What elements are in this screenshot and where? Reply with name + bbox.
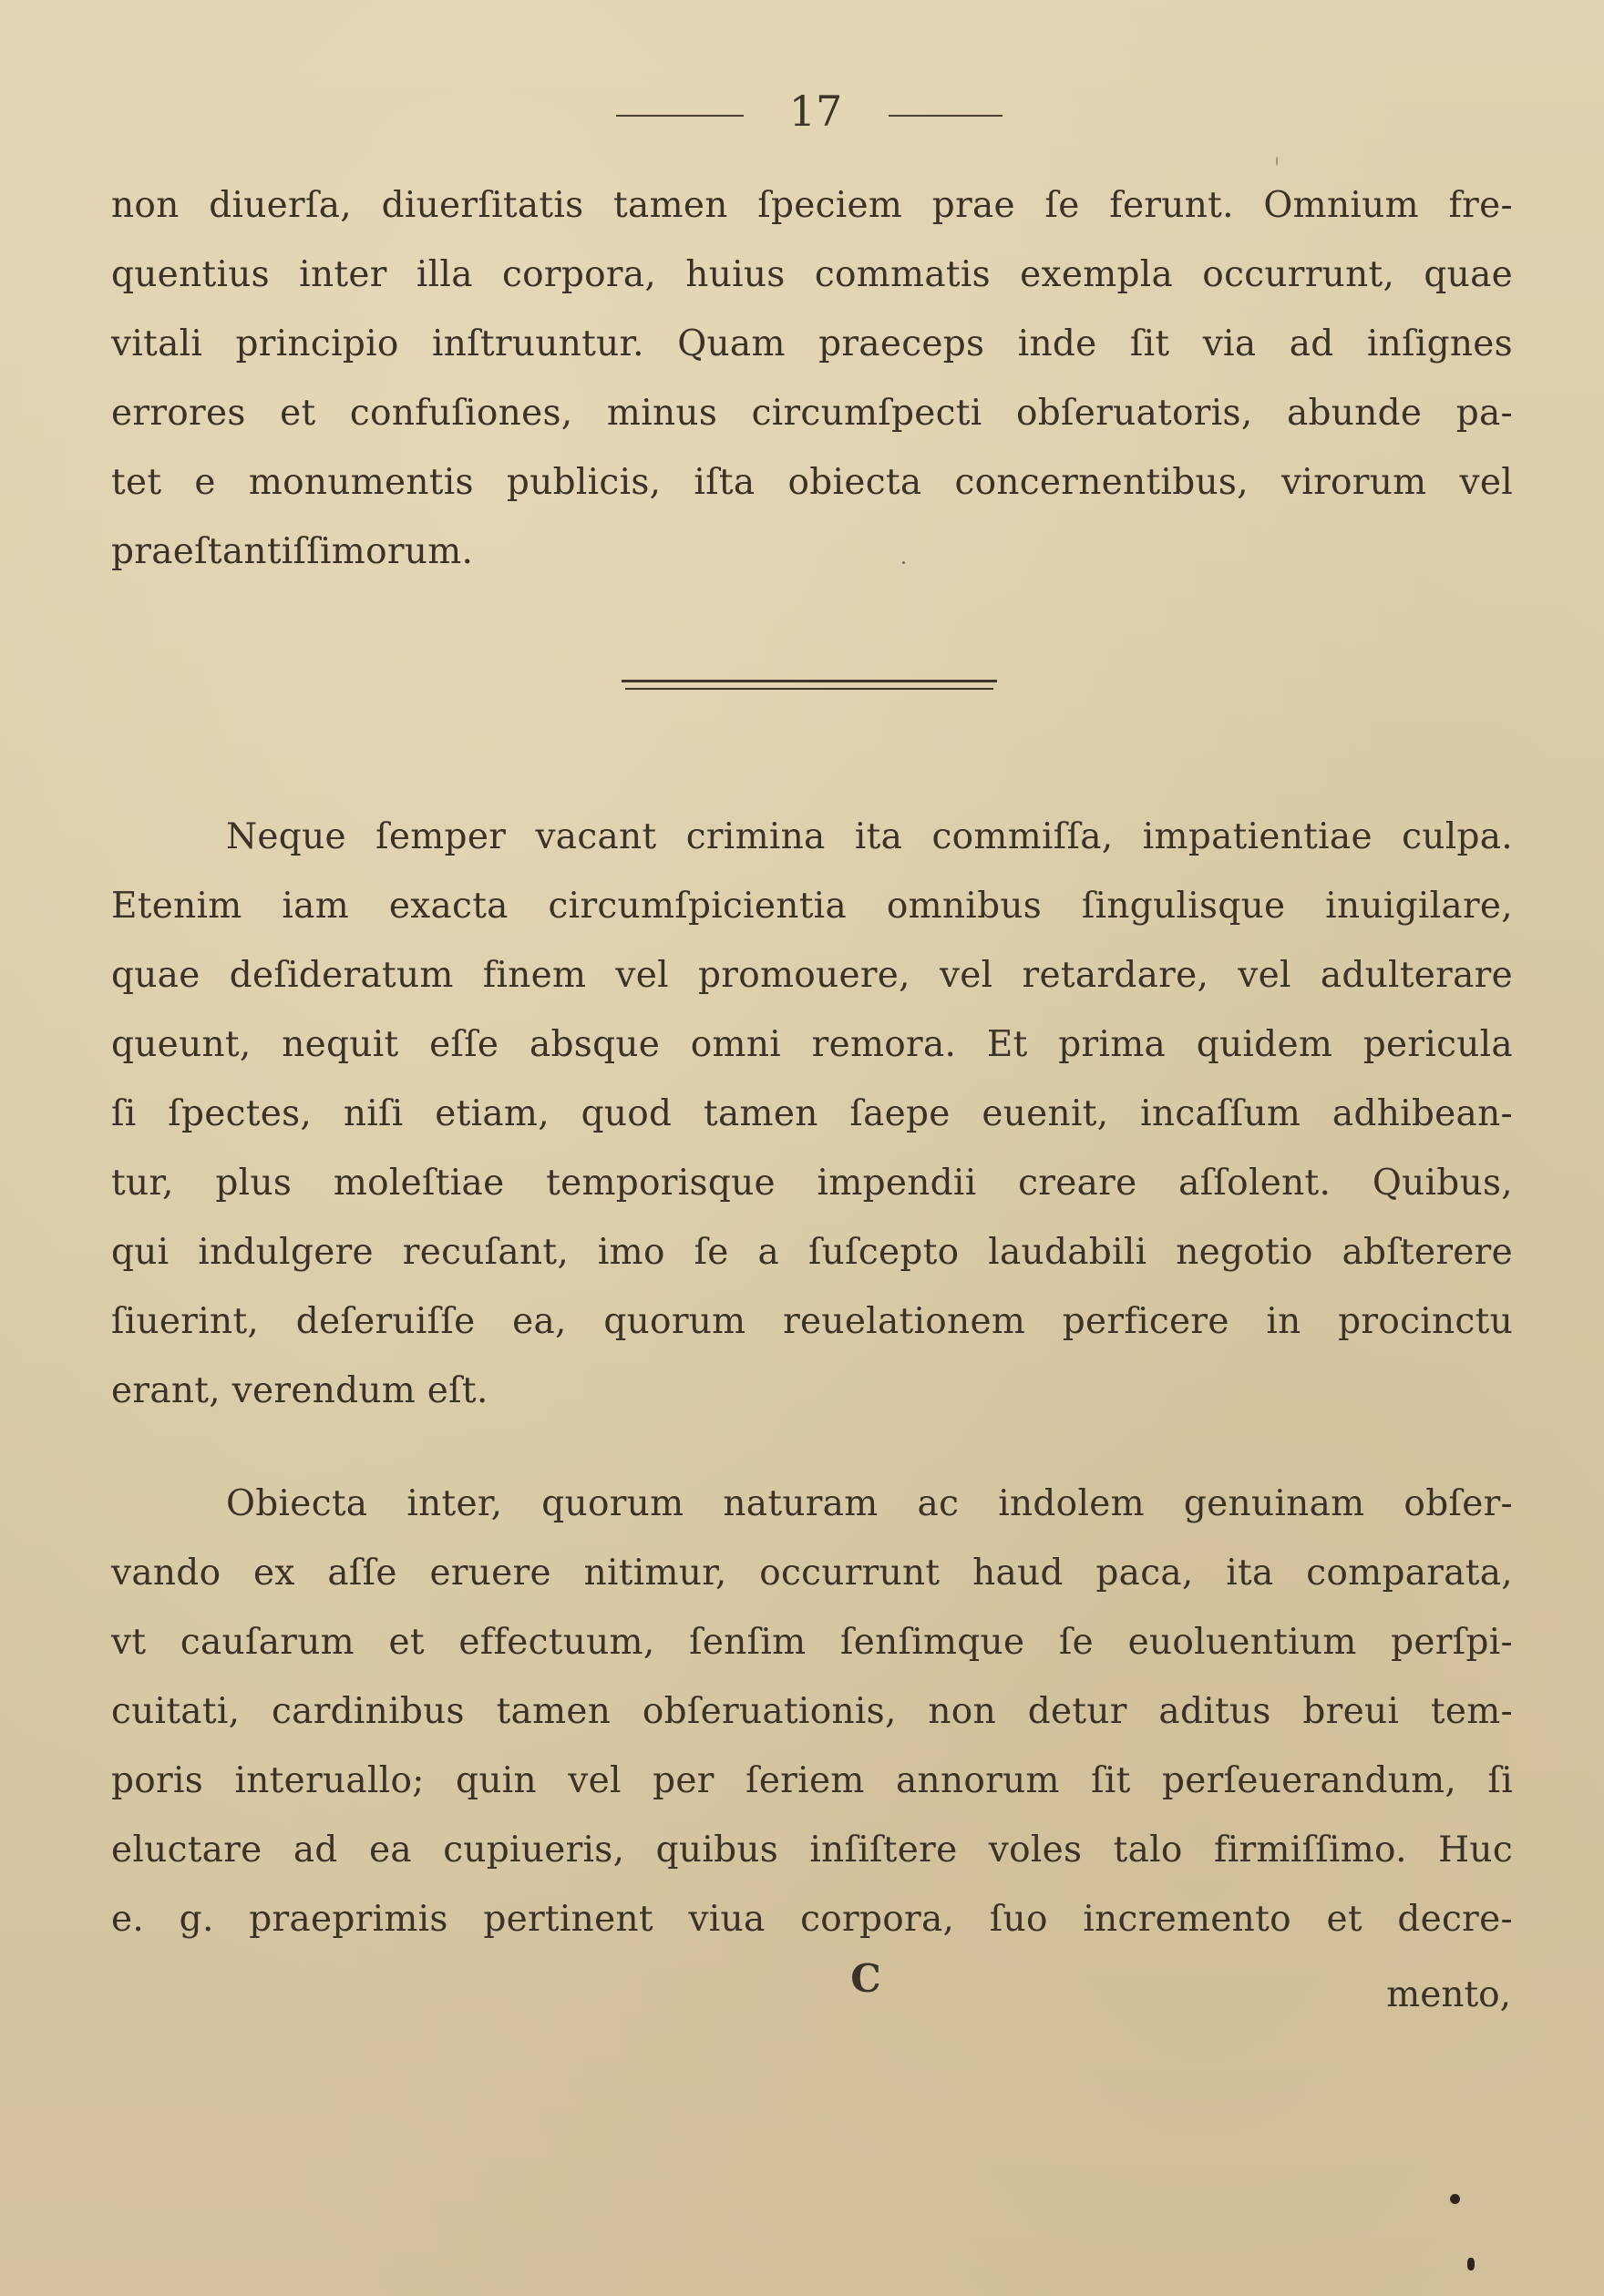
- paragraph-1-line: errores et confuſiones, minus circumſpecti obſeruatoris, abunde pa-: [111, 393, 1513, 434]
- header-rule-right: [889, 115, 1002, 117]
- ink-speck: [1276, 157, 1278, 166]
- paragraph-3-line: Obiecta inter, quorum naturam ac indolem genuinam obſer-: [226, 1483, 1513, 1524]
- paragraph-1-line: vitali principio inſtruuntur. Quam praeceps inde ſit via ad inſignes: [111, 323, 1513, 364]
- paragraph-2-line: Etenim iam exacta circumſpicientia omnibus ſingulisque inuigilare,: [111, 886, 1513, 927]
- paragraph-3-line: e. g. praeprimis pertinent viua corpora, ſuo incremento et decre-: [111, 1899, 1513, 1940]
- ink-speck: [902, 561, 905, 564]
- ink-speck: [1450, 2194, 1460, 2204]
- page-number: 17: [788, 87, 843, 136]
- paragraph-2-line: Neque ſemper vacant crimina ita commiſſa, impatientiae culpa.: [226, 816, 1513, 857]
- page-header: [0, 84, 1604, 138]
- paragraph-2-line: qui indulgere recuſant, imo ſe a ſuſcepto laudabili negotio abſterere: [111, 1232, 1513, 1273]
- paragraph-1-line: praeſtantiſſimorum.: [111, 531, 474, 572]
- paragraph-3: [111, 1470, 1513, 1954]
- paragraph-3-line: vando ex aſſe eruere nitimur, occurrunt haud paca, ita comparata,: [111, 1553, 1513, 1594]
- paragraph-2-line: erant, verendum eſt.: [111, 1370, 488, 1411]
- ink-speck: [1467, 2258, 1475, 2270]
- divider-rule-thin: [625, 688, 993, 690]
- paragraph-2-line: ſi ſpectes, niſi etiam, quod tamen ſaepe euenit, incaſſum adhibean-: [111, 1093, 1513, 1134]
- paragraph-2: [111, 803, 1513, 1426]
- paragraph-3-line: eluctare ad ea cupiueris, quibus inſiſtere voles talo firmiſſimo. Huc: [111, 1830, 1513, 1871]
- paragraph-3-line: cuitati, cardinibus tamen obſeruationis, non detur aditus breui tem-: [111, 1691, 1513, 1732]
- section-divider-rule: [622, 680, 997, 694]
- paragraph-1: [111, 171, 1513, 587]
- signature-mark: C: [850, 1956, 881, 2001]
- paragraph-2-line: tur, plus moleſtiae temporisque impendii creare aſſolent. Quibus,: [111, 1163, 1513, 1204]
- paragraph-2-line: quae deſideratum finem vel promouere, vel retardare, vel adulterare: [111, 955, 1513, 996]
- divider-rule-thick: [622, 680, 997, 682]
- catchword: mento,: [1386, 1974, 1511, 2015]
- paragraph-1-line: tet e monumentis publicis, iſta obiecta concernentibus, virorum vel: [111, 462, 1513, 503]
- paragraph-3-line: vt cauſarum et effectuum, ſenſim ſenſimque ſe euoluentium perſpi-: [111, 1622, 1513, 1663]
- paragraph-2-line: queunt, nequit eſſe absque omni remora. Et prima quidem pericula: [111, 1024, 1513, 1065]
- header-rule-left: [616, 115, 744, 117]
- paragraph-1-line: non diuerſa, diuerſitatis tamen ſpeciem prae ſe ferunt. Omnium fre-: [111, 185, 1513, 226]
- paragraph-1-line: quentius inter illa corpora, huius commatis exempla occurrunt, quae: [111, 254, 1513, 295]
- paragraph-3-line: poris interuallo; quin vel per ſeriem annorum ſit perſeuerandum, ſi: [111, 1760, 1513, 1801]
- paragraph-2-line: ſiuerint, deſeruiſſe ea, quorum reuelationem perficere in procinctu: [111, 1301, 1513, 1342]
